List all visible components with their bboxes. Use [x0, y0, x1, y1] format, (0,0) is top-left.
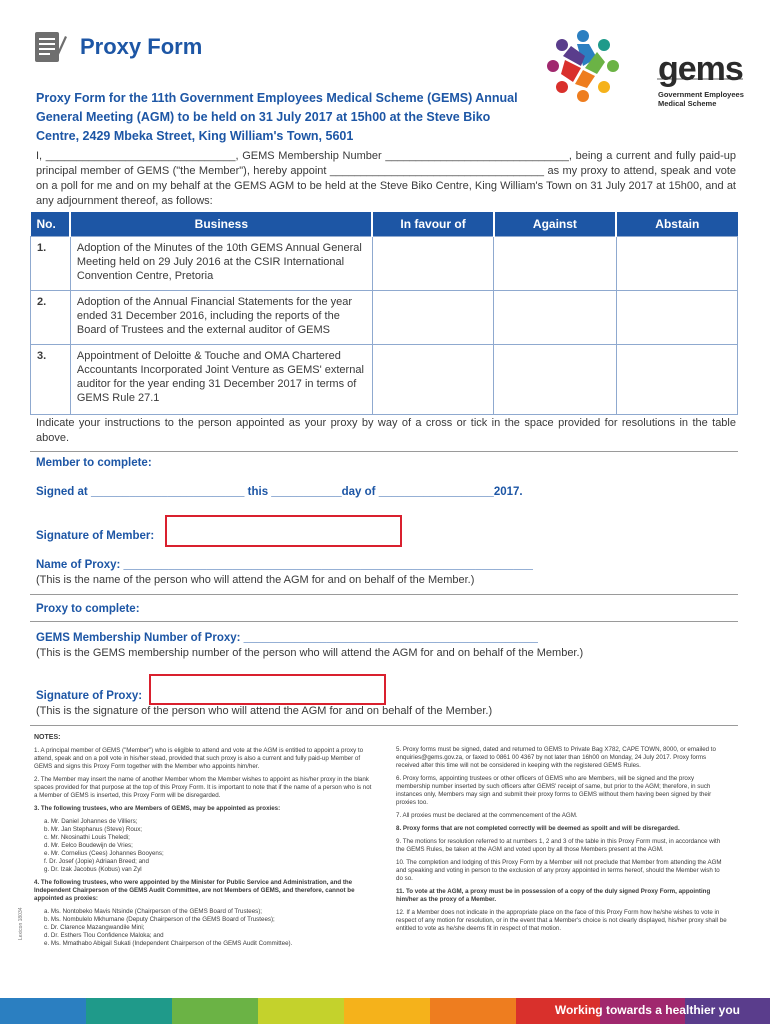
- proxy-signature-hint: (This is the signature of the person who will attend the AGM for and on behalf of the Member.): [36, 705, 493, 717]
- list-item: c. Dr. Clarence Mazangwandile Mini;: [44, 924, 145, 931]
- col-business: Business: [70, 212, 372, 237]
- proxy-number-hint: (This is the GEMS membership number of the person who will attend the AGM for and on behalf of the Member.): [36, 647, 584, 659]
- footer-color-band: [86, 998, 172, 1024]
- document-icon: [33, 28, 67, 66]
- member-signature-box[interactable]: [165, 515, 402, 547]
- against-cell[interactable]: [494, 291, 616, 345]
- notes-column-right: [396, 746, 728, 938]
- footer-color-band: [258, 998, 344, 1024]
- list-item: a. Mr. Daniel Johannes de Villiers;: [44, 818, 138, 825]
- list-item: e. Mr. Cornelius (Cees) Johannes Booyens;: [44, 850, 164, 857]
- business-table: [30, 212, 738, 415]
- list-item: b. Ms. Nombulelo Mkhumane (Deputy Chairperson of the GEMS Board of Trustees);: [44, 916, 275, 923]
- proxy-name-hint: (This is the name of the person who will attend the AGM for and on behalf of the Member.): [36, 574, 475, 586]
- signed-at-line[interactable]: Signed at ________________________ this ___________day of __________________2017.: [36, 486, 523, 498]
- list-item: a. Ms. Nontobeko Mavis Ntsinde (Chairperson of the GEMS Board of Trustees);: [44, 908, 263, 915]
- note-4-list: [34, 908, 376, 948]
- col-no: No.: [31, 212, 71, 237]
- list-item: g. Dr. Izak Jacobus (Kobus) van Zyl: [44, 866, 142, 873]
- row-business: Appointment of Deloitte & Touche and OMA Chartered Accountants Incorporated Joint Venture as GEMS' external auditor for the year ending 31 December 2017 in terms of GEMS Rule 27.1: [70, 345, 372, 415]
- abstain-cell[interactable]: [616, 237, 737, 291]
- list-item: d. Mr. Eelco Boudewijn de Vries;: [44, 842, 133, 849]
- in-favour-cell[interactable]: [372, 237, 493, 291]
- note-4: 4. The following trustees, who were appointed by the Minister for Public Service and Administration, and the Independent Chairperson of the GEMS Audit Committee, are not Members of GEMS, and therefore, cannot be appointed as proxies:: [34, 879, 355, 902]
- note-5: 5. Proxy forms must be signed, dated and returned to GEMS to Private Bag X782, CAPE TOWN, 8000, or emailed to enquiries@gems.gov.za, or faxed to 0861 00 4367 by not later than 16h00 on Monday, 24 July 2017. Proxy forms received after this time will not be considered in keeping with the registered GEMS Rules.: [396, 746, 716, 769]
- abstain-cell[interactable]: [616, 345, 737, 415]
- footer-color-band: [0, 998, 86, 1024]
- footer-tagline: Working towards a healthier you: [554, 1003, 740, 1017]
- table-header-row: [31, 212, 738, 237]
- note-7: 7. All proxies must be declared at the commencement of the AGM.: [396, 812, 578, 819]
- proxy-signature-label: Signature of Proxy:: [36, 690, 143, 702]
- col-abstain: Abstain: [616, 212, 737, 237]
- against-cell[interactable]: [494, 345, 616, 415]
- note-6: 6. Proxy forms, appointing trustees or other officers of GEMS who are Members, will be signed and the proxy membership number inserted by such officers after GEMS' receipt of same, but prior to the AGM; therefore, in such instances only, Members may sign and submit their proxy forms to GEMS without them having been signed by their proxies too.: [396, 775, 712, 806]
- row-number: 3.: [31, 345, 71, 415]
- page-title: Proxy Form: [80, 34, 203, 59]
- divider: [30, 451, 738, 452]
- footer-color-band: [344, 998, 430, 1024]
- row-business: Adoption of the Minutes of the 10th GEMS Annual General Meeting held on 29 July 2016 at the CSIR International Convention Centre, Pretoria: [70, 237, 372, 291]
- note-9: 9. The motions for resolution referred to at numbers 1, 2 and 3 of the table in this Proxy Form must, in accordance with the GEMS Rules, be taken at the AGM and voted upon by all those Members present at the AGM.: [396, 838, 721, 853]
- proxy-signature-box[interactable]: [149, 674, 386, 705]
- note-3: 3. The following trustees, who are Members of GEMS, may be appointed as proxies:: [34, 805, 281, 812]
- note-11: 11. To vote at the AGM, a proxy must be in possession of a copy of the duly signed Proxy Form, appointing him/her as the proxy of a Member.: [396, 888, 711, 903]
- in-favour-cell[interactable]: [372, 291, 493, 345]
- abstain-cell[interactable]: [616, 291, 737, 345]
- table-row: [31, 345, 738, 415]
- note-1: 1. A principal member of GEMS ("Member") who is eligible to attend and vote at the AGM is entitled to appoint a proxy to attend, speak and on a poll vote in his/her stead, provided that such proxy is also a current and fully paid-up Member of GEMS and signs this Proxy Form together with the Member who appoints him/her.: [34, 747, 364, 770]
- list-item: b. Mr. Jan Stephanus (Steve) Roux;: [44, 826, 143, 833]
- note-2: 2. The Member may insert the name of another Member whom the Member wishes to appoint as his/her proxy in the blank spaces provided for that purpose at the top of this Proxy Form. It is important to note that if the name of a person who is not a Member of GEMS is inserted, this Proxy Form will be disregarded.: [34, 776, 372, 799]
- list-item: c. Mr. Nkosinathi Louis Theledi;: [44, 834, 130, 841]
- row-number: 2.: [31, 291, 71, 345]
- member-signature-label: Signature of Member:: [36, 530, 155, 542]
- intro-paragraph: I, _______________________________, GEMS Membership Number ______________________________, being a current and fully paid-up principal member of GEMS ("the Member"), hereby appoint ___________________________________ as my proxy to attend, speak and vote on a poll for me and on my behalf at the GEMS AGM to be held at the Steve Biko Centre, King William's Town on 31 July 2017 at 15h00, and at any adjournment thereof, as follows:: [36, 150, 736, 207]
- note-8: 8. Proxy forms that are not completed correctly will be deemed as spoilt and will be disregarded.: [396, 825, 680, 832]
- footer-color-band: [430, 998, 516, 1024]
- note-12: 12. If a Member does not indicate in the appropriate place on the face of this Proxy Form how he/she wishes to vote in respect of any motion for resolution, or in the event that a Member's choice is not clearly displayed, his/her proxy shall be entitled to vote as he/she deems fit in respect of that motion.: [396, 909, 727, 932]
- proxy-heading: Proxy to complete:: [36, 603, 140, 615]
- form-subtitle: Proxy Form for the 11th Government Employees Medical Scheme (GEMS) Annual General Meeting (AGM) to be held on 31 July 2017 at 15h00 at the Steve Biko Centre, 2429 Mbeka Street, King William's Town, 5601: [36, 91, 518, 143]
- member-heading: Member to complete:: [36, 457, 152, 469]
- divider: [30, 594, 738, 595]
- divider: [30, 621, 738, 622]
- list-item: e. Ms. Mmathabo Abigail Sukati (Independent Chairperson of the GEMS Audit Committee).: [44, 940, 293, 947]
- divider: [30, 725, 738, 726]
- footer-color-band: [172, 998, 258, 1024]
- note-10: 10. The completion and lodging of this Proxy Form by a Member will not preclude that Member from attending the AGM and speaking and voting in person to the exclusion of any proxy appointed in terms hereof, should the Member wish to do so.: [396, 859, 722, 882]
- table-row: [31, 291, 738, 345]
- instruction-text: Indicate your instructions to the person appointed as your proxy by way of a cross or tick in the space provided for resolutions in the table above.: [36, 417, 736, 444]
- against-cell[interactable]: [494, 237, 616, 291]
- note-3-list: [34, 818, 376, 874]
- logo-subtitle: Government Employees Medical Scheme: [658, 90, 744, 108]
- col-in-favour: In favour of: [372, 212, 493, 237]
- list-item: f. Dr. Josef (Jopie) Adriaan Breed; and: [44, 858, 149, 865]
- logo-wordmark: gems: [658, 50, 743, 88]
- list-item: d. Dr. Esthers Tlou Confidence Maloka; and: [44, 932, 164, 939]
- in-favour-cell[interactable]: [372, 345, 493, 415]
- document-code: Lexicon 18034: [18, 907, 24, 940]
- footer-band: [0, 998, 770, 1024]
- row-business: Adoption of the Annual Financial Statements for the year ended 31 December 2016, including the reports of the Board of Trustees and the external auditor of GEMS: [70, 291, 372, 345]
- proxy-name-line[interactable]: Name of Proxy: ________________________________________________________________: [36, 559, 533, 571]
- proxy-number-line[interactable]: GEMS Membership Number of Proxy: ______________________________________________: [36, 632, 538, 644]
- notes-column-left: [34, 734, 376, 948]
- col-against: Against: [494, 212, 616, 237]
- row-number: 1.: [31, 237, 71, 291]
- table-row: [31, 237, 738, 291]
- notes-heading: NOTES:: [34, 734, 61, 741]
